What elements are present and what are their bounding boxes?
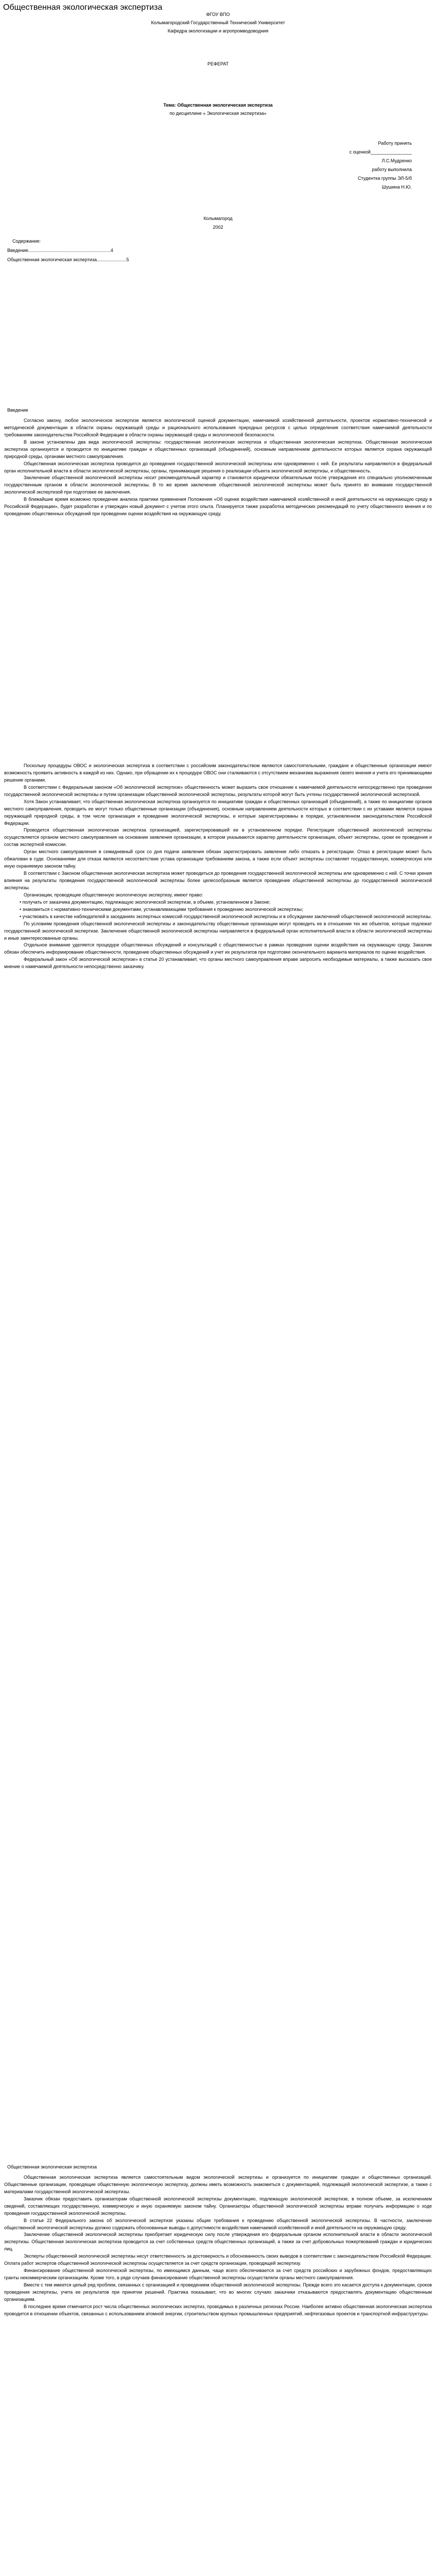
topic-prefix: Тема: xyxy=(163,103,176,108)
section-2 xyxy=(0,2164,436,2318)
department-line: Кафедра экологизации и агропромводоводния xyxy=(167,28,269,33)
paragraph: Общественная экологическая экспертиза проводится до проведения государственной экологической экспертизы или одновременно с ней. Ее результаты направляются в федеральный орган исполнительной власти в области экологической экспертизы, органы, принимающие решения о реализации объекта экологической экспертизы, и общественность. xyxy=(4,461,432,473)
paragraph: В законе установлены два вида экологической экспертизы: государственная экологическая экспертиза и общественная экологическая экспертиза. Общественная экологическая экспертиза организуется и проводится по инициативе граждан и общественных организаций (объединений), основным направлением деятельности которых является охрана окружающей природной среды, органами местного самоуправления. xyxy=(4,439,432,459)
paragraph: Организации, проводящие общественную экологическую экспертизу, имеют право: xyxy=(24,892,203,897)
page-title: Общественная экологическая экспертиза xyxy=(3,3,163,12)
paragraph: По условиям проведения общественной экологической экспертизы и законодательству общественные организации могут проводить ее в отношении тех же объектов, которые подлежат государственной экологической экспертизе. Заключение общественной экологической экспертизы направляется в федеральный орган исполнительной власти в области экологической экспертизы и иные заинтересованные органы. xyxy=(4,921,432,941)
list-item: • получать от заказчика документацию, подлежащую экологической экспертизе, в объеме, установленном в Законе; xyxy=(20,899,271,905)
doc-type xyxy=(0,61,436,68)
paragraph: В последнее время отмечается рост числа общественных экологических экспертиз, проводимых в различных регионах России. Наиболее активно общественная экологическая экспертиза проводится в отношении объектов, связанных с использованием атомной энергии, строительством крупных промышленных предприятий, нефтегазовых проектов и транспортной инфраструктуры. xyxy=(4,2303,432,2316)
paragraph: Согласно закону, любое экологическое экспертизе является экологической оценкой документации, намечаемой хозяйственной деятельности, проектов нормативно-технической и методической документации в области охраны окружающей среды и рационального использования природных ресурсов с целью определения соответствия намечаемой деятельности требованиям законодательства Российской Федерации в области охраны окружающей среды и экологической безопасности. xyxy=(4,417,432,437)
paragraph: В соответствии с Федеральным законом «Об экологической экспертизе» общественность может выразить свое отношение к намечаемой деятельности непосредственно при проведении государственной экологической экспертизы и путем организации общественной экологической экспертизы, результаты которой могут быть учтены государственной экологической экспертизой. xyxy=(4,784,432,797)
year-line: 2002 xyxy=(213,224,223,230)
intro-heading: Введение xyxy=(7,408,28,413)
signature-line: Студентка группы ЭЛ-5/б xyxy=(357,175,412,181)
paragraph: В статье 22 Федерального закона об экологической экспертизе указаны общие требования к проведению общественной экологической экспертизы. В частности, заключение общественной экологической экспертизы должно содержать обоснованные выводы о допустимости воздействия намечаемой хозяйственной и иной деятельности на окружающую среду. xyxy=(4,2217,432,2230)
signature-line: работу выполнила xyxy=(372,166,412,172)
paragraph: Заключение общественной экологической экспертизы носит рекомендательный характер и становится юридически обязательным после утверждения его специально уполномоченным государственным органом в области экологической экспертизы. В то же время заключение общественной экологической экспертизы может быть принято во внимание государственной экологической экспертизой при подготовке ее заключения. xyxy=(4,475,432,495)
paragraph: Хотя Закон устанавливает, что общественная экологическая экспертиза организуется по инициативе граждан и общественных организаций (объединений), а также по инициативе органов местного самоуправления, проводить ее могут только общественные организации (объединения), основным направлением деятельности которых в соответствии с их уставами является охрана окружающей природной среды, в том числе организация и проведение экологической экспертизы, и которые зарегистрированы в порядке, установленном законодательством Российской Федерации. xyxy=(4,799,432,826)
paragraph: Заключение общественной экологической экспертизы приобретает юридическую силу после утверждения его федеральным органом исполнительной власти в области экологической экспертизы. Общественная экологическая экспертиза проводится за счет собственных средств общественных организаций, а также за счет добровольных пожертвований граждан и юридических лиц. xyxy=(4,2232,432,2252)
signature-line: Шушина Н.Ю. xyxy=(381,184,412,190)
city-line: Колымагород xyxy=(203,216,233,221)
paragraph: Орган местного самоуправления в семидневный срок со дня подачи заявления обязан зарегистрировать заявление либо отказать в регистрации. Отказ в регистрации может быть обжалован в суде. Основаниями для отказа являются несоответствие устава организации требованиям закона, а также если объект экспертизы составляет государственную, коммерческую или иную охраняемую законом тайну. xyxy=(4,849,432,869)
list-item: • участвовать в качестве наблюдателей в заседаниях экспертных комиссий государственной экологической экспертизы и в обсуждении заключений общественной экологической экспертизы. xyxy=(20,913,432,919)
paragraph: Отдельное внимание уделяется процедуре общественных обсуждений и консультаций с общественностью в рамках проведения оценки воздействия на окружающую среду. Заказчик обязан обеспечить информирование общественности, проведение общественных обсуждений и учет их результатов при подготовке окончательного варианта материалов по оценке воздействия. xyxy=(4,942,432,955)
contents-item[interactable]: Введение................................................................4 xyxy=(7,247,113,253)
introduction-section xyxy=(0,407,436,518)
signature-line: с оценкой________________ xyxy=(349,149,412,155)
topic-title: Общественная экологическая экспертиза xyxy=(177,103,273,108)
paragraph: Эксперты общественной экологической экспертизы несут ответственность за достоверность и обоснованность своих выводов в соответствии с законодательством Российской Федерации. Оплата работ экспертов общественной экологической экспертизы осуществляется за счет средств организации, проводящей экспертизу. xyxy=(4,2253,432,2266)
table-of-contents xyxy=(0,238,436,264)
topic-block xyxy=(0,102,436,117)
main-section xyxy=(0,762,436,971)
topic-line xyxy=(0,102,436,109)
university-line: Колымагородский Государственный Технический Университет xyxy=(151,20,285,25)
list-item: • знакомиться с нормативно-техническими документами, устанавливающими требования к проведению экологической экспертизы; xyxy=(20,906,303,912)
ministry-line: ФГОУ ВПО xyxy=(206,12,230,17)
title-header xyxy=(0,11,436,35)
paragraph: Поскольку процедуры ОВОС и экологическая экспертиза в соответствии с российским законодательством являются самостоятельными, граждане и общественные организации имеют возможность проявить активность в каждой из них. Однако, при обращении их к процедуре ОВОС они сталкиваются с отсутствием механизма выражения своего мнения и учета его принимающими решение органами. xyxy=(4,763,432,783)
paragraph: Проводится общественная экологическая экспертиза организацией, зарегистрировавшей ее в установленном порядке. Регистрация общественной экологической экспертизы осуществляется органом местного самоуправления на основании заявления организации, в котором указываются характер деятельности организации, объект экспертизы, сроки ее проведения и состав экспертной комиссии. xyxy=(4,827,432,848)
paragraph: В соответствии с Законом общественная экологическая экспертиза может проводиться до проведения государственной экологической экспертизы или одновременно с ней. С точки зрения влияния на результаты проведения государственной экологической экспертизы более целесообразным является проведение общественной экспертизы до государственной экологической экспертизы. xyxy=(4,871,432,890)
contents-label: Содержание: xyxy=(12,239,41,244)
discipline-line: по дисциплине « Экологическая экспертиза» xyxy=(169,110,267,116)
paragraph: Федеральный закон «Об экологической экспертизе» в статье 20 устанавливает, что органы местного самоуправления вправе запросить необходимые материалы, а также высказать свое мнение о намечаемой деятельности непосредственно заказчику. xyxy=(4,957,432,970)
doc-type-label: РЕФЕРАТ xyxy=(207,61,229,66)
city-year xyxy=(0,215,436,231)
signature-line: Л.С.Мудренко xyxy=(381,158,412,163)
paragraph: Финансирование общественной экологической экспертизы, по имеющимся данным, чаще всего обеспечивается за счет средств российских и зарубежных фондов, предоставляющих гранты некоммерческим организациям. Кроме того, в ряде случаев финансирование общественной экспертизы осуществляли органы местного самоуправления. xyxy=(4,2268,432,2281)
signature-block xyxy=(0,140,412,191)
signature-line: Работу принять xyxy=(378,141,412,146)
paragraph: Вместе с тем имеется целый ряд проблем, связанных с организацией и проведением общественной экологической экспертизы. Прежде всего это касается доступа к документации, сроков проведения экспертизы, учета ее результатов при принятии решений. Практика показывает, что во многих случаях заказчики отказываются предоставлять документацию общественным организациям. xyxy=(4,2282,432,2302)
contents-item[interactable]: Общественная экологическая экспертиза.......................5 xyxy=(7,257,129,262)
paragraph: Заказчик обязан предоставить организаторам общественной экологической экспертизы документацию, подлежащую экологической экспертизе, в полном объеме, за исключением сведений, составляющих государственную, коммерческую и иную охраняемую законом тайну. Организаторы общественной экологической экспертизы вправе получать информацию о ходе проведения государственной экологической экспертизы. xyxy=(4,2196,432,2216)
paragraph: Общественная экологическая экспертиза является самостоятельным видом экологической экспертизы и организуется по инициативе граждан и общественных организаций. Общественные организации, проводящие общественную экологическую экспертизу, должны иметь возможность знакомиться с документацией, подлежащей экологической экспертизе, а также с материалами государственной экологической экспертизы. xyxy=(4,2174,432,2194)
section-heading: Общественная экологическая экспертиза xyxy=(7,2164,97,2170)
paragraph: В ближайшие время возможно проведение анализа практики применения Положения «Об оценке воздействия намечаемой хозяйственной и иной деятельности на окружающую среду в Российской Федерации», будет разработан и утвержден новый документ с учетом этого опыта. Планируется также разработка методических рекомендаций по учету общественного мнения и по проведению общественных обсуждений при проведении оценки воздействия на окружающую среду. xyxy=(4,497,432,517)
